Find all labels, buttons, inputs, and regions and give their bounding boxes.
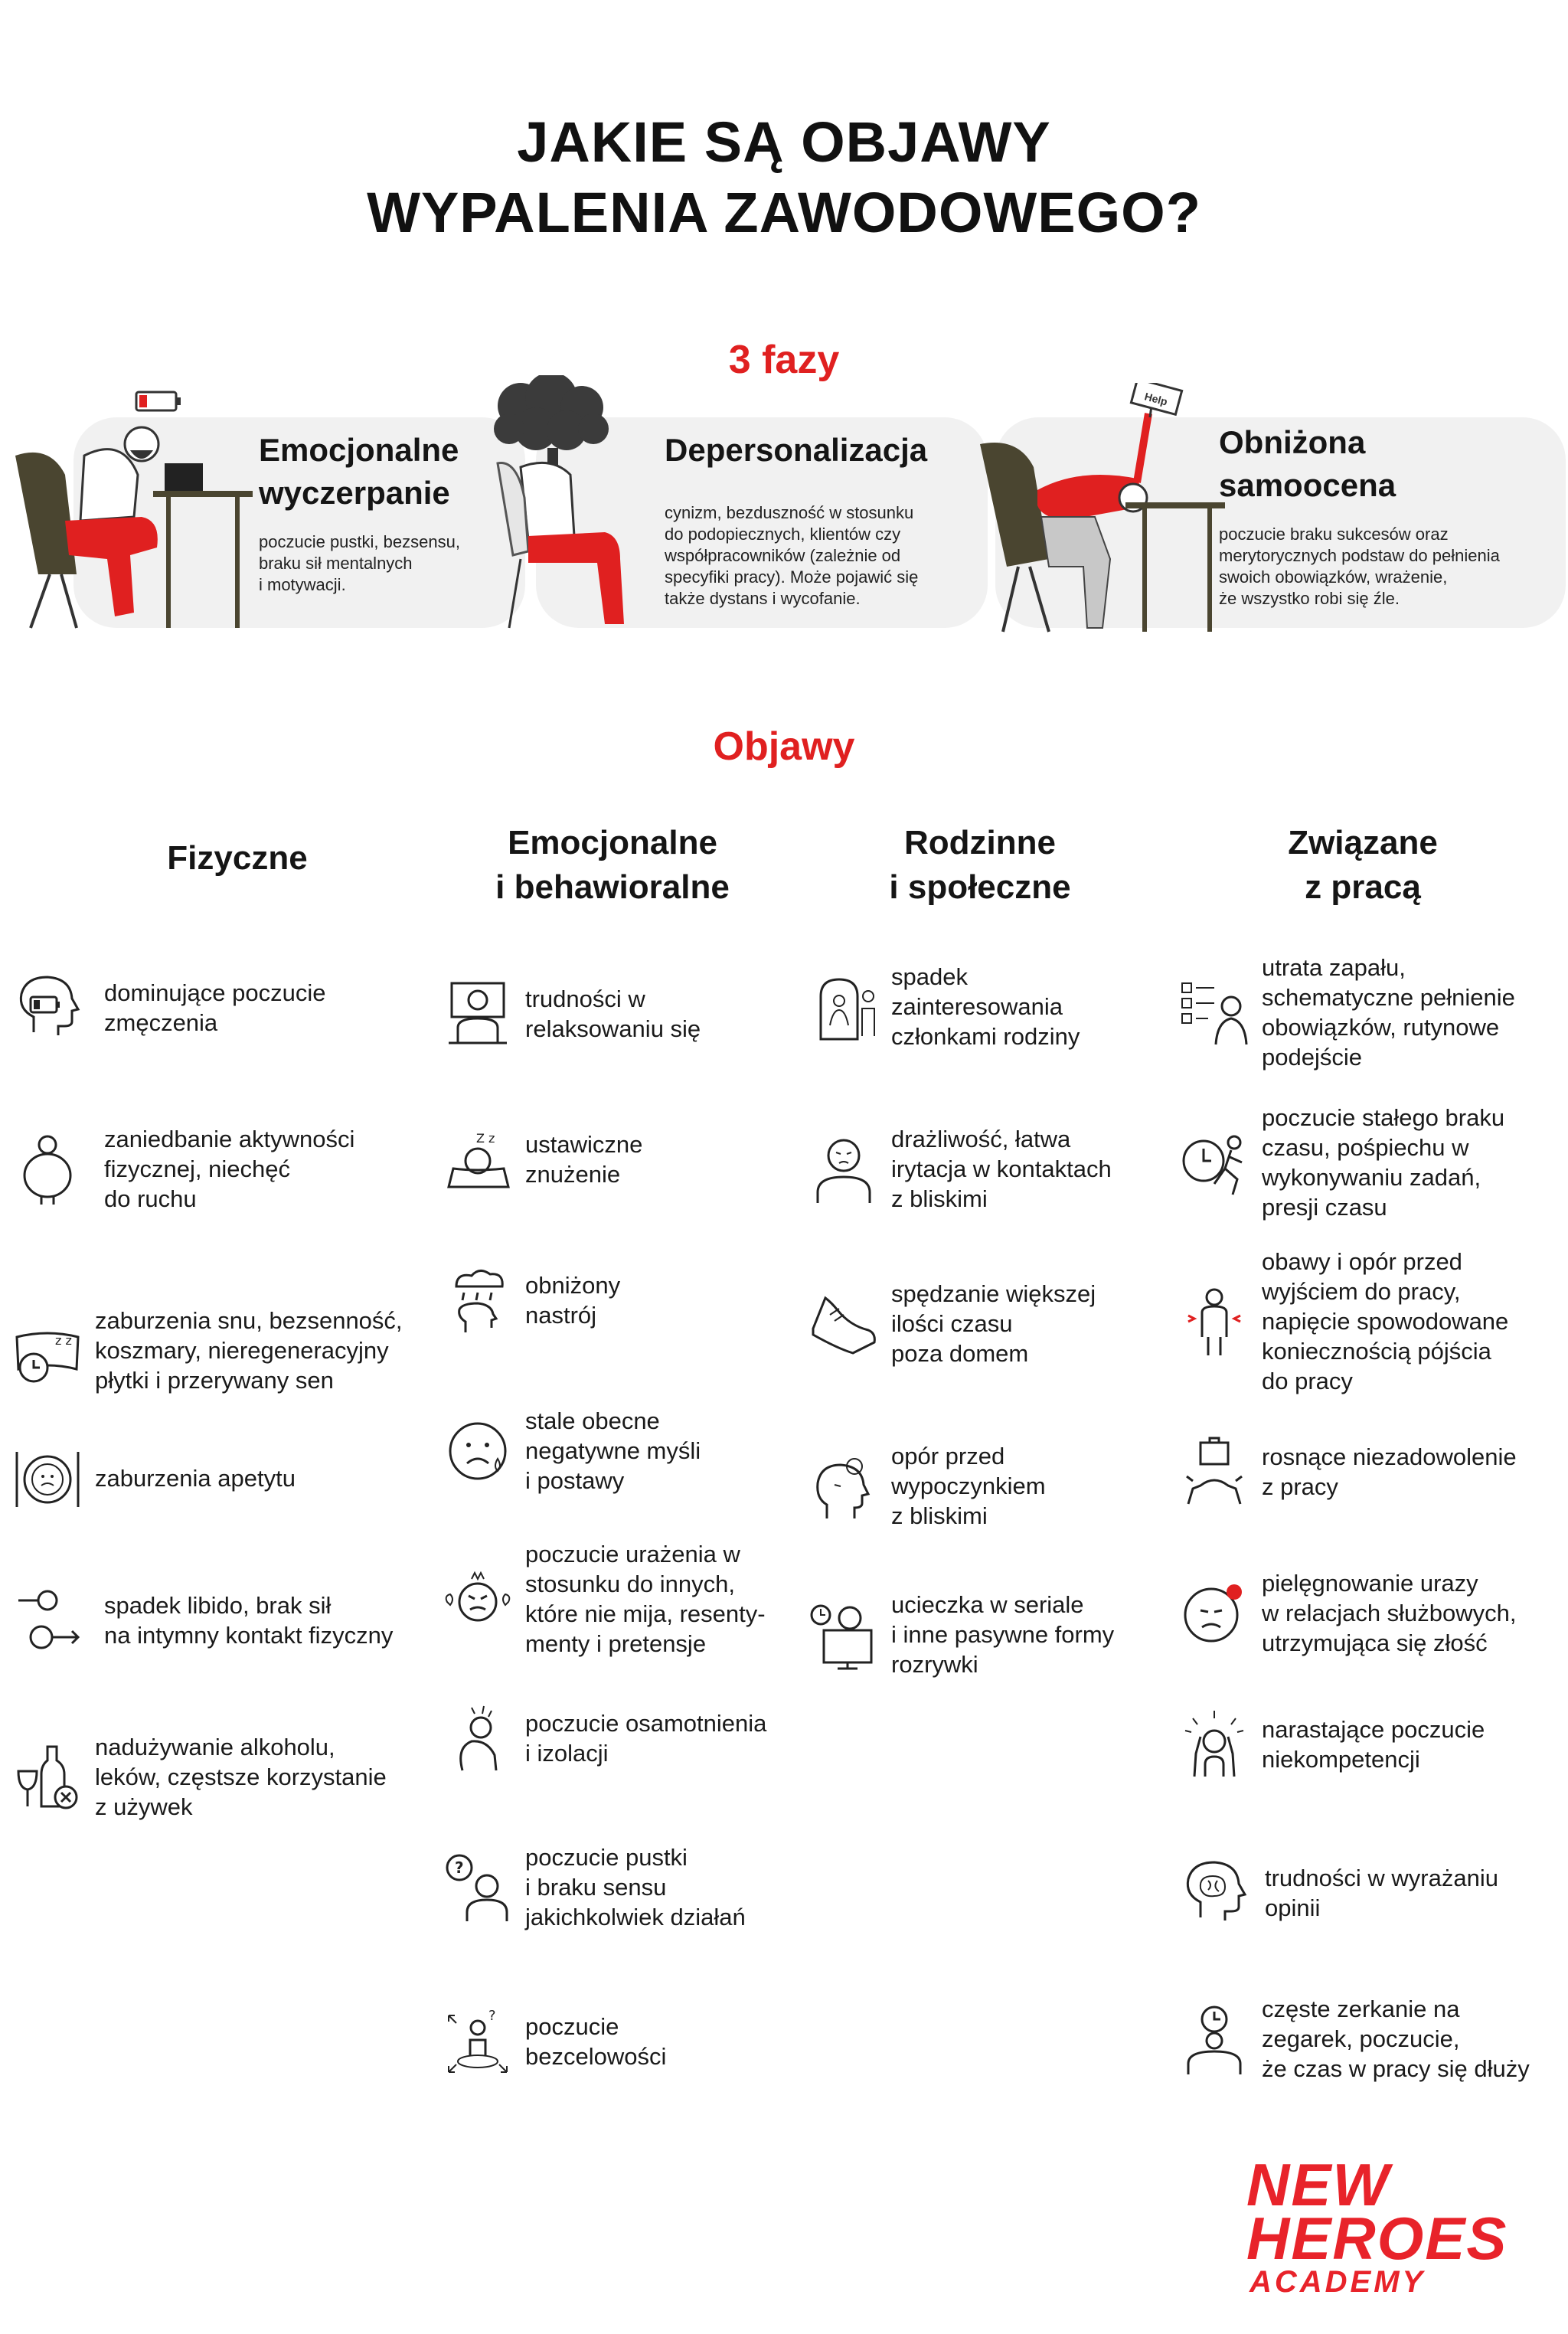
symptom-physical-2: [11, 1124, 354, 1214]
overweight-person-icon: [11, 1133, 84, 1206]
stressed-hands-head-icon: [1178, 1708, 1251, 1781]
symptom-work-3: [1178, 1247, 1508, 1396]
symptom-text: poczucie stałego braku czasu, pośpiechu w wykonywaniu zadań, presji czasu: [1262, 1104, 1505, 1221]
logo-line-3: ACADEMY: [1250, 2265, 1426, 2299]
tired-sleeping-icon: [441, 1123, 514, 1196]
symptom-text: narastające poczucie niekompetencji: [1262, 1716, 1485, 1773]
stressed-desk-person-icon: [441, 977, 514, 1051]
symptom-emotional-6: [441, 1701, 766, 1775]
irritated-person-icon: [807, 1133, 880, 1206]
symptoms-heading: Objawy: [713, 724, 855, 769]
angry-face-icon: [441, 1562, 514, 1636]
symptom-text: drażliwość, łatwa irytacja w kontaktach z bliskimi: [891, 1126, 1112, 1212]
low-self-esteem-illustration: [972, 383, 1225, 636]
libido-symbols-icon: [11, 1584, 84, 1657]
symptom-text: opór przed wypoczynkiem z bliskimi: [891, 1443, 1046, 1529]
symptom-physical-3: [11, 1306, 403, 1395]
column-head-physical: Fizyczne: [167, 839, 308, 877]
symptom-text: poczucie bezcelowości: [525, 2013, 667, 2070]
symptom-text: trudności w relaksowaniu się: [525, 986, 701, 1042]
symptom-text: rosnące niezadowolenie z pracy: [1262, 1443, 1517, 1500]
symptom-social-3: [807, 1279, 1096, 1368]
symptom-text: utrata zapału, schematyczne pełnienie obowiązków, rutynowe podejście: [1262, 954, 1515, 1071]
symptom-work-1: [1178, 953, 1515, 1072]
symptom-work-7: [1178, 1856, 1498, 1930]
tv-watching-icon: [807, 1598, 880, 1672]
symptom-emotional-3: [441, 1263, 620, 1337]
head-brain-icon: [1178, 1856, 1251, 1930]
symptom-work-2: [1178, 1103, 1504, 1222]
symptom-text: zaburzenia apetytu: [95, 1464, 296, 1492]
phase-2-desc: cynizm, bezduszność w stosunku do podopiecznych, klientów czy współpracowników (zależnie od specyfiki pracy). Może pojawić się także dystans i wycofanie.: [665, 503, 919, 608]
symptom-work-4: [1178, 1435, 1517, 1509]
briefcase-stress-icon: [1178, 1435, 1251, 1509]
symptom-physical-4: [11, 1441, 296, 1515]
svg-text:?: ?: [455, 1858, 464, 1877]
symptom-text: spadek zainteresowania członkami rodziny: [891, 963, 1080, 1050]
exhausted-worker-illustration: [8, 383, 260, 636]
title-line-2: WYPALENIA ZAWODOWEGO?: [367, 181, 1201, 244]
page-title: [0, 107, 1568, 248]
clock-person-icon: [1178, 2002, 1251, 2076]
phase-3-text: [1219, 421, 1563, 610]
symptom-text: poczucie urażenia w stosunku do innych, które nie mija, resenty- menty i pretensje: [525, 1541, 766, 1657]
column-head-emotional: Emocjonalne i behawioralne: [495, 824, 730, 906]
tense-person-icon: [1178, 1285, 1251, 1358]
symptom-emotional-2: [441, 1123, 642, 1196]
rain-cloud-head-icon: [441, 1263, 514, 1337]
title-line-1: JAKIE SĄ OBJAWY: [517, 110, 1051, 174]
symptom-emotional-4: [441, 1406, 701, 1496]
symptom-text: nadużywanie alkoholu, leków, częstsze korzystanie z używek: [95, 1734, 387, 1820]
family-mirror-icon: [807, 970, 880, 1044]
sad-face-icon: [441, 1414, 514, 1488]
symptom-text: spędzanie większej ilości czasu poza domem: [891, 1280, 1096, 1367]
symptom-physical-5: [11, 1584, 393, 1657]
pillow-clock-icon: [11, 1314, 84, 1388]
clock-running-icon: [1178, 1126, 1251, 1199]
symptom-text: dominujące poczucie zmęczenia: [104, 979, 326, 1036]
symptom-emotional-1: [441, 977, 701, 1051]
frustrated-head-icon: [807, 1450, 880, 1523]
symptom-emotional-5: [441, 1539, 766, 1659]
phases-heading: 3 fazy: [728, 338, 840, 382]
help-sign-text: Help: [1143, 390, 1169, 408]
symptom-work-5: [1178, 1568, 1517, 1658]
column-head-work: Związane z pracą: [1288, 824, 1438, 906]
symptom-physical-1: [11, 971, 326, 1044]
lost-direction-icon: [441, 2005, 514, 2078]
symptom-text: zaniedbanie aktywności fizycznej, niechęć do ruchu: [104, 1126, 355, 1212]
phase-1-desc: poczucie pustki, bezsensu, braku sił mentalnych i motywacji.: [259, 532, 460, 594]
plate-sad-icon: [11, 1441, 84, 1515]
symptom-text: stale obecne negatywne myśli i postawy: [525, 1407, 701, 1494]
symptom-text: ustawiczne znużenie: [525, 1131, 643, 1188]
symptom-text: poczucie pustki i braku sensu jakichkolwiek działań: [525, 1844, 746, 1930]
phase-1-text: [259, 429, 519, 596]
symptom-social-2: [807, 1124, 1112, 1214]
battery-head-icon: [11, 971, 84, 1044]
question-thought-icon: [441, 1851, 514, 1924]
symptom-text: poczucie osamotnienia i izolacji: [525, 1710, 767, 1767]
phase-1-title: Emocjonalne wyczerpanie: [259, 432, 459, 511]
symptom-text: pielęgnowanie urazy w relacjach służbowych, utrzymująca się złość: [1262, 1570, 1517, 1656]
symptom-text: zaburzenia snu, bezsenność, koszmary, nieregeneracyjny płytki i przerywany sen: [95, 1307, 403, 1394]
symptom-text: ucieczka w seriale i inne pasywne formy rozrywki: [891, 1591, 1115, 1678]
phase-3-title: Obniżona samoocena: [1219, 424, 1396, 503]
symptom-text: trudności w wyrażaniu opinii: [1265, 1865, 1498, 1921]
symptom-work-8: [1178, 1994, 1530, 2084]
lonely-person-icon: [441, 1701, 514, 1775]
svg-text:z z: z z: [55, 1332, 72, 1348]
svg-text:Z z: Z z: [476, 1131, 495, 1146]
symptom-social-5: [807, 1590, 1114, 1679]
symptom-physical-6: [11, 1732, 387, 1822]
svg-text:?: ?: [488, 2008, 496, 2024]
logo-line-1: NEW: [1246, 2151, 1390, 2218]
phase-2-text: [665, 429, 986, 610]
symptom-text: częste zerkanie na zegarek, poczucie, że czas w pracy się dłuży: [1262, 1996, 1530, 2082]
column-head-social: Rodzinne i społeczne: [889, 824, 1071, 906]
grudge-face-icon: [1178, 1577, 1251, 1650]
logo-line-2: HEROES: [1246, 2205, 1508, 2272]
alcohol-bottle-icon: [11, 1741, 84, 1814]
checklist-person-icon: [1178, 976, 1251, 1049]
symptom-text: obawy i opór przed wyjściem do pracy, napięcie spowodowane koniecznością pójścia do pracy: [1262, 1248, 1509, 1394]
symptom-work-6: [1178, 1708, 1485, 1781]
shoe-icon: [807, 1287, 880, 1361]
symptom-text: spadek libido, brak sił na intymny kontakt fizyczny: [104, 1592, 394, 1649]
symptom-text: obniżony nastrój: [525, 1272, 621, 1329]
symptom-social-4: [807, 1441, 1046, 1531]
symptom-emotional-8: [441, 2005, 666, 2078]
phase-2-title: Depersonalizacja: [665, 432, 928, 468]
new-heroes-academy-logo: [1246, 2151, 1553, 2299]
phase-3-desc: poczucie braku sukcesów oraz merytorycznych podstaw do pełnienia swoich obowiązków, wrażenie, że wszystko robi się źle.: [1219, 525, 1500, 608]
symptom-emotional-7: [441, 1842, 746, 1932]
symptom-social-1: [807, 962, 1080, 1051]
